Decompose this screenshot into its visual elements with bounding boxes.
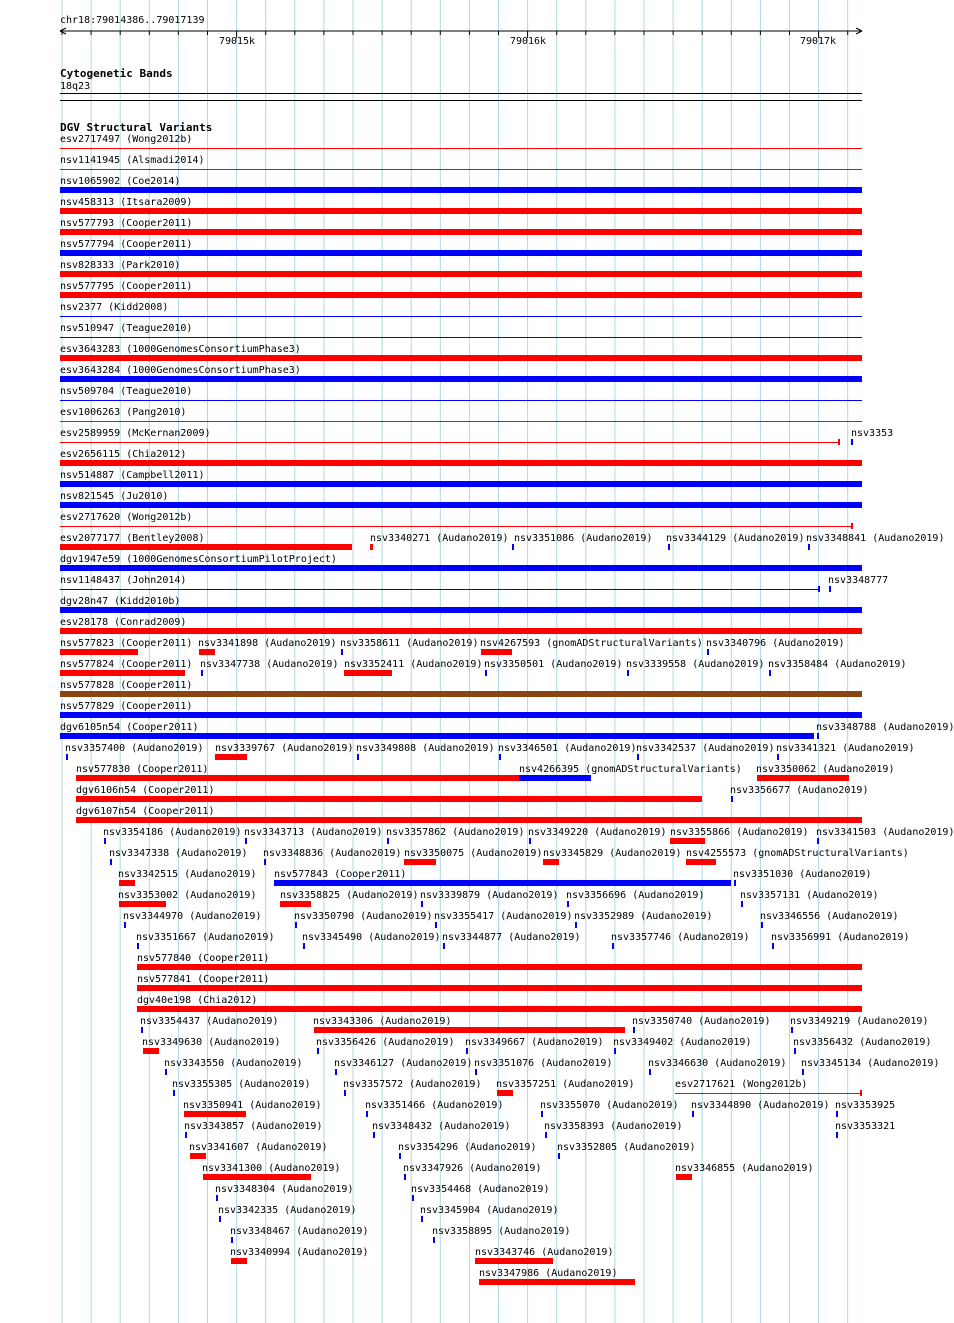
sv-feature-bar[interactable] — [499, 754, 501, 760]
sv-feature-bar[interactable] — [76, 775, 519, 781]
sv-feature-label[interactable]: nsv3354437 (Audano2019) — [140, 1016, 279, 1027]
sv-feature-bar[interactable] — [60, 733, 814, 739]
sv-feature-label[interactable]: nsv577794 (Cooper2011) — [60, 239, 193, 250]
sv-feature-bar[interactable] — [741, 901, 743, 907]
sv-feature-label[interactable]: nsv3344877 (Audano2019) — [442, 932, 581, 943]
sv-feature-bar[interactable] — [264, 859, 266, 865]
sv-feature-label[interactable]: nsv3344970 (Audano2019) — [123, 911, 262, 922]
sv-feature-bar[interactable] — [60, 169, 862, 170]
sv-feature-label[interactable]: nsv1141945 (Alsmadi2014) — [60, 155, 205, 166]
sv-feature-label[interactable]: nsv3354468 (Audano2019) — [411, 1184, 550, 1195]
sv-feature-bar[interactable] — [60, 691, 862, 697]
sv-feature-bar[interactable] — [203, 1174, 311, 1180]
sv-feature-label[interactable]: nsv3353925 — [835, 1100, 896, 1111]
sv-feature-bar[interactable] — [60, 250, 862, 256]
ruler-tick-label: 79017k — [799, 36, 837, 47]
sv-feature-label[interactable]: nsv3356991 (Audano2019) — [771, 932, 910, 943]
sv-feature-label[interactable]: nsv3356677 (Audano2019) — [730, 785, 869, 796]
sv-feature-bar[interactable] — [836, 1132, 838, 1138]
sv-feature-bar[interactable] — [404, 859, 436, 865]
sv-feature-label[interactable]: nsv3353 — [851, 428, 894, 439]
sv-feature-label[interactable]: nsv3343857 (Audano2019) — [184, 1121, 323, 1132]
sv-feature-bar[interactable] — [435, 922, 437, 928]
sv-feature-bar[interactable] — [761, 922, 763, 928]
sv-feature-bar[interactable] — [668, 544, 670, 550]
sv-feature-label[interactable]: nsv3348836 (Audano2019) — [263, 848, 402, 859]
sv-feature-bar[interactable] — [443, 943, 445, 949]
sv-feature-bar[interactable] — [707, 649, 709, 655]
sv-feature-bar[interactable] — [633, 1027, 635, 1033]
sv-feature-bar[interactable] — [60, 292, 862, 298]
sv-feature-label[interactable]: nsv3343306 (Audano2019) — [313, 1016, 452, 1027]
sv-feature-label[interactable]: nsv509704 (Teague2010) — [60, 386, 193, 397]
sv-feature-bar[interactable] — [76, 796, 702, 802]
sv-feature-label[interactable]: nsv4266395 (gnomADStructuralVariants) — [519, 764, 742, 775]
sv-feature-bar[interactable] — [124, 922, 126, 928]
sv-feature-bar[interactable] — [627, 670, 629, 676]
sv-feature-bar[interactable] — [110, 859, 112, 865]
sv-feature-label[interactable]: nsv3350062 (Audano2019) — [756, 764, 895, 775]
sv-feature-label[interactable]: nsv577843 (Cooper2011) — [274, 869, 407, 880]
sv-feature-bar[interactable] — [60, 589, 820, 590]
sv-feature-bar[interactable] — [137, 943, 139, 949]
sv-feature-bar[interactable] — [567, 901, 569, 907]
sv-feature-bar[interactable] — [219, 1216, 221, 1222]
sv-feature-bar[interactable] — [60, 316, 862, 317]
sv-feature-bar[interactable] — [314, 1027, 625, 1033]
sv-feature-bar[interactable] — [165, 1069, 167, 1075]
sv-feature-bar[interactable] — [341, 649, 343, 655]
sv-feature-bar[interactable] — [475, 1069, 477, 1075]
sv-feature-bar[interactable] — [60, 544, 352, 550]
sv-feature-label[interactable]: nsv3356432 (Audano2019) — [793, 1037, 932, 1048]
sv-feature-bar[interactable] — [485, 670, 487, 676]
sv-feature-bar[interactable] — [216, 1195, 218, 1201]
sv-feature-bar[interactable] — [60, 271, 862, 277]
sv-feature-bar[interactable] — [794, 1048, 796, 1054]
sv-feature-bar[interactable] — [60, 208, 862, 214]
sv-feature-label[interactable]: dgv6105n54 (Cooper2011) — [60, 722, 199, 733]
sv-feature-bar[interactable] — [60, 421, 862, 422]
sv-feature-bar[interactable] — [421, 901, 423, 907]
sv-feature-label[interactable]: nsv828333 (Park2010) — [60, 260, 181, 271]
sv-feature-label[interactable]: nsv3352989 (Audano2019) — [574, 911, 713, 922]
sv-feature-bar[interactable] — [60, 148, 862, 149]
sv-feature-label[interactable]: esv2077177 (Bentley2008) — [60, 533, 205, 544]
sv-feature-label[interactable]: nsv3342335 (Audano2019) — [218, 1205, 357, 1216]
sv-feature-label[interactable]: nsv3345829 (Audano2019) — [543, 848, 682, 859]
sv-feature-label[interactable]: nsv3347738 (Audano2019) — [200, 659, 339, 670]
sv-feature-label[interactable]: nsv3346556 (Audano2019) — [760, 911, 899, 922]
sv-feature-label[interactable]: nsv577829 (Cooper2011) — [60, 701, 193, 712]
sv-feature-bar[interactable] — [475, 1258, 553, 1264]
sv-feature-label[interactable]: nsv458313 (Itsara2009) — [60, 197, 193, 208]
sv-feature-bar[interactable] — [614, 1048, 616, 1054]
sv-feature-label[interactable]: nsv3350075 (Audano2019) — [404, 848, 543, 859]
sv-feature-label[interactable]: nsv3357131 (Audano2019) — [740, 890, 879, 901]
sv-feature-label[interactable]: nsv3347338 (Audano2019) — [109, 848, 248, 859]
sv-feature-bar[interactable] — [649, 1069, 651, 1075]
sv-feature-bar[interactable] — [60, 649, 138, 655]
sv-feature-bar[interactable] — [245, 838, 247, 844]
sv-feature-bar[interactable] — [60, 481, 862, 487]
sv-feature-label[interactable]: esv28178 (Conrad2009) — [60, 617, 187, 628]
sv-feature-label[interactable]: nsv3343746 (Audano2019) — [475, 1247, 614, 1258]
sv-feature-bar[interactable] — [519, 775, 591, 781]
sv-feature-bar[interactable] — [479, 1279, 635, 1285]
sv-feature-label[interactable]: nsv3342537 (Audano2019) — [636, 743, 775, 754]
sv-feature-label[interactable]: nsv3358393 (Audano2019) — [544, 1121, 683, 1132]
sv-feature-label[interactable]: nsv3345904 (Audano2019) — [420, 1205, 559, 1216]
sv-feature-label[interactable]: nsv3348841 (Audano2019) — [806, 533, 945, 544]
sv-feature-label[interactable]: esv2717621 (Wong2012b) — [675, 1079, 808, 1090]
sv-feature-bar[interactable] — [481, 649, 512, 655]
sv-feature-label[interactable]: nsv1065902 (Coe2014) — [60, 176, 181, 187]
sv-feature-bar[interactable] — [772, 943, 774, 949]
sv-feature-label[interactable]: nsv3351466 (Audano2019) — [365, 1100, 504, 1111]
sv-feature-label[interactable]: nsv3349220 (Audano2019) — [528, 827, 667, 838]
sv-feature-label[interactable]: dgv6107n54 (Cooper2011) — [76, 806, 215, 817]
sv-feature-bar[interactable] — [421, 1216, 423, 1222]
sv-feature-label[interactable]: nsv3352805 (Audano2019) — [557, 1142, 696, 1153]
sv-feature-bar[interactable] — [497, 1090, 513, 1096]
sv-feature-bar[interactable] — [303, 943, 305, 949]
sv-feature-label[interactable]: nsv3354296 (Audano2019) — [398, 1142, 537, 1153]
cytoband-track-title: Cytogenetic Bands — [60, 67, 173, 80]
sv-feature-label[interactable]: nsv3346855 (Audano2019) — [675, 1163, 814, 1174]
sv-feature-bar[interactable] — [558, 1153, 560, 1159]
sv-feature-label[interactable]: nsv3349402 (Audano2019) — [613, 1037, 752, 1048]
sv-feature-label[interactable]: nsv3348788 (Audano2019) — [816, 722, 954, 733]
sv-feature-bar[interactable] — [344, 1090, 346, 1096]
sv-feature-label[interactable]: nsv3347926 (Audano2019) — [403, 1163, 542, 1174]
sv-feature-label[interactable]: nsv3353321 — [835, 1121, 896, 1132]
sv-feature-bar[interactable] — [60, 376, 862, 382]
sv-feature-label[interactable]: nsv3346630 (Audano2019) — [648, 1058, 787, 1069]
sv-feature-label[interactable]: nsv3343550 (Audano2019) — [164, 1058, 303, 1069]
sv-feature-bar[interactable] — [76, 817, 862, 823]
sv-feature-bar[interactable] — [60, 502, 862, 508]
sv-feature-bar[interactable] — [60, 460, 862, 466]
sv-feature-bar[interactable] — [791, 1027, 793, 1033]
sv-feature-bar[interactable] — [60, 628, 862, 634]
sv-feature-label[interactable]: nsv3345490 (Audano2019) — [302, 932, 441, 943]
sv-feature-label[interactable]: nsv3355305 (Audano2019) — [172, 1079, 311, 1090]
sv-feature-label[interactable]: nsv3348777 — [828, 575, 889, 586]
sv-feature-bar[interactable] — [60, 400, 862, 401]
sv-feature-label[interactable]: nsv4255573 (gnomADStructuralVariants) — [686, 848, 909, 859]
sv-feature-label[interactable]: nsv3348304 (Audano2019) — [215, 1184, 354, 1195]
sv-feature-label[interactable]: nsv3357572 (Audano2019) — [343, 1079, 482, 1090]
sv-feature-bar[interactable] — [231, 1237, 233, 1243]
ruler-tick-label: 79016k — [509, 36, 547, 47]
sv-feature-bar[interactable] — [670, 838, 705, 844]
sv-feature-bar[interactable] — [184, 1111, 246, 1117]
sv-feature-bar[interactable] — [66, 754, 68, 760]
sv-feature-label[interactable]: nsv3351030 (Audano2019) — [733, 869, 872, 880]
sv-feature-bar[interactable] — [60, 187, 862, 193]
ruler-tick-label: 79015k — [218, 36, 256, 47]
sv-feature-label[interactable]: nsv2377 (Kidd2008) — [60, 302, 169, 313]
sv-feature-label[interactable]: nsv3341607 (Audano2019) — [189, 1142, 328, 1153]
sv-feature-label[interactable]: nsv514887 (Campbell2011) — [60, 470, 205, 481]
sv-feature-bar[interactable] — [137, 964, 862, 970]
sv-feature-label[interactable]: nsv3358484 (Audano2019) — [768, 659, 907, 670]
sv-feature-label[interactable]: nsv3345134 (Audano2019) — [801, 1058, 940, 1069]
sv-feature-bar[interactable] — [60, 565, 862, 571]
sv-feature-label[interactable]: nsv3349219 (Audano2019) — [790, 1016, 929, 1027]
sv-feature-bar[interactable] — [60, 526, 853, 527]
sv-feature-bar[interactable] — [373, 1132, 375, 1138]
sv-feature-bar[interactable] — [60, 712, 862, 718]
sv-feature-label[interactable]: nsv3347986 (Audano2019) — [479, 1268, 618, 1279]
sv-feature-label[interactable]: nsv3350941 (Audano2019) — [183, 1100, 322, 1111]
sv-feature-bar[interactable] — [734, 880, 736, 886]
sv-feature-label[interactable]: nsv3351086 (Audano2019) — [514, 533, 653, 544]
sv-feature-label[interactable]: nsv3348432 (Audano2019) — [372, 1121, 511, 1132]
sv-feature-bar[interactable] — [199, 649, 215, 655]
sv-track-title: DGV Structural Variants — [60, 121, 213, 134]
sv-feature-label[interactable]: nsv577840 (Cooper2011) — [137, 953, 270, 964]
sv-feature-label[interactable]: nsv3341321 (Audano2019) — [776, 743, 915, 754]
sv-feature-bar[interactable] — [143, 1048, 159, 1054]
sv-feature-bar[interactable] — [280, 901, 311, 907]
sv-feature-bar[interactable] — [851, 439, 853, 445]
sv-feature-label[interactable]: nsv510947 (Teague2010) — [60, 323, 193, 334]
sv-feature-label[interactable]: esv2589959 (McKernan2009) — [60, 428, 211, 439]
sv-feature-label[interactable]: nsv3344890 (Audano2019) — [691, 1100, 830, 1111]
location-readout: chr18:79014386..79017139 — [60, 15, 205, 26]
sv-feature-label[interactable]: nsv3351076 (Audano2019) — [474, 1058, 613, 1069]
sv-feature-bar[interactable] — [119, 880, 135, 886]
sv-feature-bar[interactable] — [60, 355, 862, 361]
sv-feature-label[interactable]: nsv3342515 (Audano2019) — [118, 869, 257, 880]
sv-feature-label[interactable]: nsv3348467 (Audano2019) — [230, 1226, 369, 1237]
sv-feature-label[interactable]: nsv3356426 (Audano2019) — [316, 1037, 455, 1048]
sv-feature-bar[interactable] — [201, 670, 203, 676]
sv-feature-bar[interactable] — [399, 1153, 401, 1159]
sv-feature-label[interactable]: nsv3339558 (Audano2019) — [626, 659, 765, 670]
sv-feature-label[interactable]: nsv3341300 (Audano2019) — [202, 1163, 341, 1174]
sv-feature-bar[interactable] — [757, 775, 849, 781]
sv-feature-bar[interactable] — [769, 670, 771, 676]
sv-feature-bar[interactable] — [731, 796, 733, 802]
sv-feature-bar[interactable] — [344, 670, 392, 676]
sv-feature-label[interactable]: dgv28n47 (Kidd2010b) — [60, 596, 181, 607]
sv-feature-bar[interactable] — [777, 754, 779, 760]
sv-feature-label[interactable]: esv2717620 (Wong2012b) — [60, 512, 193, 523]
sv-feature-label[interactable]: nsv3350740 (Audano2019) — [632, 1016, 771, 1027]
sv-feature-bar[interactable] — [637, 754, 639, 760]
sv-feature-label[interactable]: nsv3349808 (Audano2019) — [356, 743, 495, 754]
sv-feature-bar[interactable] — [675, 1093, 862, 1094]
sv-feature-bar[interactable] — [60, 670, 185, 676]
sv-feature-label[interactable]: nsv3343713 (Audano2019) — [244, 827, 383, 838]
sv-feature-label[interactable]: nsv3350501 (Audano2019) — [484, 659, 623, 670]
sv-feature-bar[interactable] — [387, 838, 389, 844]
sv-feature-label[interactable]: nsv577828 (Cooper2011) — [60, 680, 193, 691]
sv-feature-bar[interactable] — [433, 1237, 435, 1243]
sv-feature-label[interactable]: nsv4267593 (gnomADStructuralVariants) — [480, 638, 703, 649]
sv-feature-label[interactable]: nsv3340796 (Audano2019) — [706, 638, 845, 649]
sv-feature-bar[interactable] — [543, 859, 559, 865]
sv-feature-label[interactable]: nsv577793 (Cooper2011) — [60, 218, 193, 229]
sv-feature-label[interactable]: nsv3356696 (Audano2019) — [566, 890, 705, 901]
sv-feature-label[interactable]: nsv577795 (Cooper2011) — [60, 281, 193, 292]
sv-feature-bar[interactable] — [141, 1027, 143, 1033]
sv-feature-label[interactable]: nsv3355866 (Audano2019) — [670, 827, 809, 838]
sv-feature-label[interactable]: nsv3341898 (Audano2019) — [198, 638, 337, 649]
sv-feature-label[interactable]: nsv3352411 (Audano2019) — [344, 659, 483, 670]
sv-feature-label[interactable]: nsv3346127 (Audano2019) — [334, 1058, 473, 1069]
sv-feature-bar[interactable] — [295, 922, 297, 928]
sv-feature-bar[interactable] — [104, 838, 106, 844]
sv-feature-label[interactable]: nsv3346501 (Audano2019) — [498, 743, 637, 754]
sv-feature-label[interactable]: nsv1148437 (John2014) — [60, 575, 187, 586]
sv-feature-label[interactable]: nsv3344129 (Audano2019) — [666, 533, 805, 544]
sv-feature-label[interactable]: nsv3339767 (Audano2019) — [215, 743, 354, 754]
sv-feature-bar[interactable] — [60, 229, 862, 235]
sv-feature-label[interactable]: nsv3349667 (Audano2019) — [465, 1037, 604, 1048]
sv-feature-bar[interactable] — [274, 880, 731, 886]
sv-feature-bar[interactable] — [692, 1111, 694, 1117]
sv-feature-label[interactable]: nsv3355070 (Audano2019) — [540, 1100, 679, 1111]
sv-feature-bar[interactable] — [404, 1174, 406, 1180]
sv-feature-bar[interactable] — [231, 1258, 247, 1264]
sv-feature-label[interactable]: nsv577823 (Cooper2011) — [60, 638, 193, 649]
sv-feature-bar[interactable] — [60, 337, 862, 338]
sv-feature-bar[interactable] — [137, 985, 862, 991]
sv-feature-label[interactable]: dgv6106n54 (Cooper2011) — [76, 785, 215, 796]
sv-feature-bar[interactable] — [317, 1048, 319, 1054]
sv-feature-bar[interactable] — [612, 943, 614, 949]
sv-feature-bar[interactable] — [808, 544, 810, 550]
sv-feature-bar[interactable] — [802, 1069, 804, 1075]
sv-feature-bar[interactable] — [412, 1195, 414, 1201]
sv-feature-label[interactable]: nsv3358611 (Audano2019) — [340, 638, 479, 649]
sv-feature-bar[interactable] — [512, 544, 514, 550]
sv-feature-label[interactable]: esv3643284 (1000GenomesConsortiumPhase3) — [60, 365, 301, 376]
sv-feature-bar[interactable] — [529, 838, 531, 844]
cytoband-label: 18q23 — [60, 81, 91, 92]
sv-feature-bar[interactable] — [173, 1090, 175, 1096]
sv-feature-bar[interactable] — [357, 754, 359, 760]
sv-feature-label[interactable]: nsv3357251 (Audano2019) — [496, 1079, 635, 1090]
sv-feature-bar[interactable] — [817, 838, 819, 844]
sv-feature-bar[interactable] — [676, 1174, 692, 1180]
sv-feature-bar[interactable] — [829, 586, 831, 592]
sv-feature-label[interactable]: dgv1947e59 (1000GenomesConsortiumPilotProject) — [60, 554, 337, 565]
sv-feature-label[interactable]: esv3643283 (1000GenomesConsortiumPhase3) — [60, 344, 301, 355]
sv-feature-bar[interactable] — [60, 607, 862, 613]
sv-feature-bar[interactable] — [335, 1069, 337, 1075]
sv-feature-label[interactable]: nsv3354186 (Audano2019) — [103, 827, 242, 838]
sv-feature-bar[interactable] — [817, 733, 819, 739]
sv-feature-bar[interactable] — [185, 1132, 187, 1138]
sv-feature-bar[interactable] — [836, 1111, 838, 1117]
sv-feature-label[interactable]: nsv577824 (Cooper2011) — [60, 659, 193, 670]
sv-feature-bar[interactable] — [575, 922, 577, 928]
sv-feature-bar[interactable] — [545, 1132, 547, 1138]
sv-feature-bar[interactable] — [466, 1048, 468, 1054]
sv-feature-bar[interactable] — [60, 442, 840, 443]
sv-feature-label[interactable]: nsv3349630 (Audano2019) — [142, 1037, 281, 1048]
sv-feature-label[interactable]: nsv3357400 (Audano2019) — [65, 743, 204, 754]
sv-feature-label[interactable]: esv1006263 (Pang2010) — [60, 407, 187, 418]
sv-feature-label[interactable]: nsv821545 (Ju2010) — [60, 491, 169, 502]
sv-feature-label[interactable]: dgv40e198 (Chia2012) — [137, 995, 258, 1006]
sv-feature-label[interactable]: esv2717497 (Wong2012b) — [60, 134, 193, 145]
sv-feature-bar[interactable] — [370, 544, 373, 550]
sv-feature-label[interactable]: nsv3341503 (Audano2019) — [816, 827, 954, 838]
sv-feature-bar[interactable] — [215, 754, 247, 760]
sv-feature-label[interactable]: nsv3358895 (Audano2019) — [432, 1226, 571, 1237]
sv-feature-bar[interactable] — [686, 859, 716, 865]
sv-feature-label[interactable]: nsv3340271 (Audano2019) — [370, 533, 509, 544]
sv-feature-label[interactable]: nsv3357746 (Audano2019) — [611, 932, 750, 943]
sv-feature-bar[interactable] — [541, 1111, 543, 1117]
sv-feature-label[interactable]: nsv3358825 (Audano2019) — [280, 890, 419, 901]
sv-feature-label[interactable]: nsv3339879 (Audano2019) — [420, 890, 559, 901]
sv-feature-label[interactable]: nsv3357862 (Audano2019) — [386, 827, 525, 838]
sv-feature-label[interactable]: esv2656115 (Chia2012) — [60, 449, 187, 460]
sv-feature-bar[interactable] — [190, 1153, 206, 1159]
sv-feature-bar[interactable] — [137, 1006, 862, 1012]
sv-feature-bar[interactable] — [119, 901, 166, 907]
sv-feature-label[interactable]: nsv3351667 (Audano2019) — [136, 932, 275, 943]
sv-feature-label[interactable]: nsv577841 (Cooper2011) — [137, 974, 270, 985]
sv-feature-label[interactable]: nsv3355417 (Audano2019) — [434, 911, 573, 922]
sv-feature-label[interactable]: nsv3353002 (Audano2019) — [118, 890, 257, 901]
sv-feature-label[interactable]: nsv577830 (Cooper2011) — [76, 764, 209, 775]
sv-feature-label[interactable]: nsv3340994 (Audano2019) — [230, 1247, 369, 1258]
sv-feature-bar[interactable] — [366, 1111, 368, 1117]
sv-feature-label[interactable]: nsv3350790 (Audano2019) — [294, 911, 433, 922]
